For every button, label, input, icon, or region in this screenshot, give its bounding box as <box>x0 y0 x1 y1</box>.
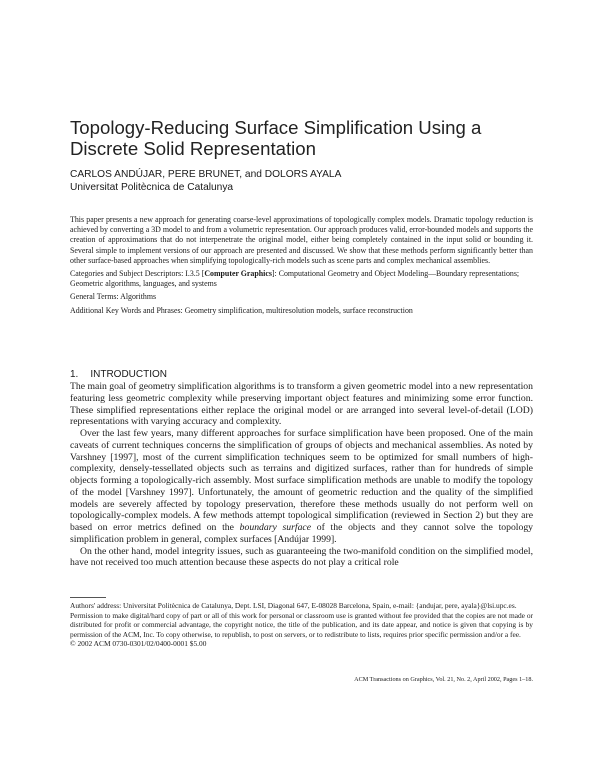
section-title: INTRODUCTION <box>90 369 168 380</box>
author-list: CARLOS ANDÚJAR, PERE BRUNET, and DOLORS AYALA <box>70 169 342 180</box>
paper-title: Topology-Reducing Surface Simplification Using a Discrete Solid Representation <box>70 117 482 159</box>
categories-line <box>70 269 533 289</box>
footnote-permission: Permission to make digital/hard copy of part or all of this work for personal or classroom use is granted without fee provided that the copies are not made or distributed for profit or commercial advantage, the copyright notice, the title of the publication, and its date appear, and notice is given that copying is by permission of the ACM, Inc. To copy otherwise, to republish, to post on servers, or to redistribute to lists, requires prior specific permission and/or a fee. <box>70 610 533 639</box>
categories-prefix: Categories and Subject Descriptors: I.3.5 [ <box>70 269 205 279</box>
section-number: 1. <box>70 369 79 380</box>
intro-p2-b: of the objects and they cannot solve the topology simplification problem in general, complex surfaces [Andújar 1999]. <box>70 522 534 545</box>
footnotes <box>70 601 533 649</box>
categories-bold: Computer Graphics <box>204 269 272 279</box>
categories-suffix: ]: Computational Geometry and Object Modeling—Boundary representations; Geometric algorithms, languages, and systems <box>70 269 520 289</box>
abstract-block <box>70 215 533 316</box>
footnote-copyright: © 2002 ACM 0730-0301/02/0400-0001 $5.00 <box>70 639 207 649</box>
journal-footer: ACM Transactions on Graphics, Vol. 21, No. 2, April 2002, Pages 1–18. <box>354 676 533 683</box>
introduction-body <box>70 381 533 569</box>
affiliation: Universitat Politècnica de Catalunya <box>70 182 234 193</box>
section-heading <box>70 369 167 380</box>
abstract-text: This paper presents a new approach for generating coarse-level approximations of topologically complex models. Dramatic topology reduction is achieved by converting a 3D model to and from a volumetric representation. Our approach produces valid, error-bounded models and supports the creation of approximations that do not interpenetrate the original model, either being completely contained in the input solid or bounding it. Several simple to implement versions of our approach are presented and discussed. We show that these methods perform significantly better than other surface-based approaches when simplifying topologically-rich models such as scene parts and complex mechanical assemblies. <box>70 215 533 265</box>
general-terms: General Terms: Algorithms <box>70 292 157 302</box>
keywords: Additional Key Words and Phrases: Geometry simplification, multiresolution models, surface reconstruction <box>70 305 413 315</box>
intro-paragraph-2 <box>70 428 533 546</box>
intro-paragraph-1: The main goal of geometry simplification algorithms is to transform a given geometric model into a new representation featuring less geometric complexity while preserving important object features and minimizing some error function. These simplified representations either replace the original model or are arranged into several level-of-detail (LOD) representations with varying accuracy and complexity. <box>70 381 533 428</box>
footnote-address: Authors' address: Universitat Politècnica de Catalunya, Dept. LSI, Diagonal 647, E-08028 Barcelona, Spain, e-mail: {andujar, pere, ayala}@lsi.upc.es. <box>70 601 517 610</box>
intro-paragraph-3: On the other hand, model integrity issues, such as guaranteeing the two-manifold condition on the simplified model, have not received too much attention because these aspects do not play a critical role <box>70 545 533 569</box>
footnote-divider <box>70 597 106 598</box>
intro-p2-italic: boundary surface <box>239 522 312 533</box>
intro-p2-a: Over the last few years, many different approaches for surface simplification have been proposed. One of the main caveats of current techniques concerns the simplification of groups of objects and mechanical assemblies. As noted by Varshney [1997], most of the current simplification techniques seem to be optimized for small numbers of high-complexity, densely-tessellated objects such as terrains and digitized surfaces, rather than for hundreds of simple objects forming a topologically-rich assembly. Most surface simplification methods are unable to modify the topology of the model [Varshney 1997]. Unfortunately, the amount of geometric reduction and the quality of the simplified models are severely affected by topology preservation, therefore these methods usually do not perform well on topologically-complex models. A few methods attempt topological simplification (reviewed in Section 2) but they are based on error metrics defined on the <box>70 428 533 533</box>
